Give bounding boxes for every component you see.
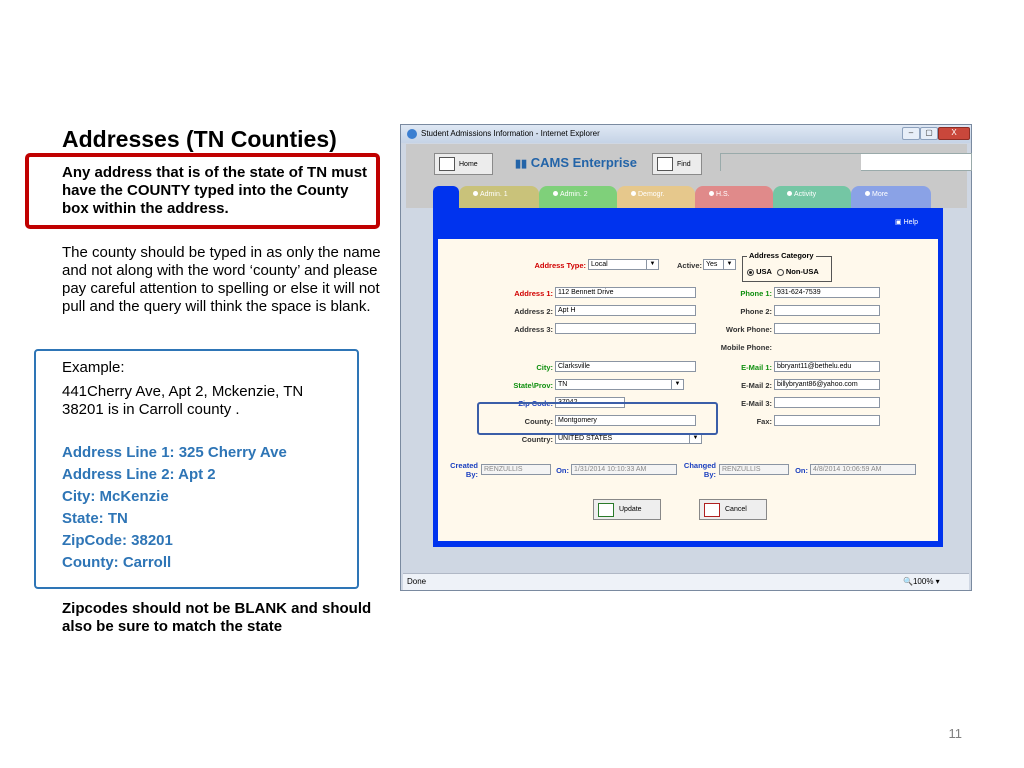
fax-label: Fax: bbox=[756, 417, 772, 426]
non-usa-radio[interactable] bbox=[777, 269, 784, 276]
tn-county-requirement-note: Any address that is of the state of TN must have the COUNTY typed into the County box within the address. bbox=[62, 164, 368, 217]
find-icon bbox=[657, 157, 673, 171]
active-select[interactable] bbox=[703, 259, 736, 270]
window-titlebar bbox=[401, 125, 971, 143]
county-label: County: bbox=[524, 417, 553, 426]
maximize-button[interactable]: ▢ bbox=[920, 127, 938, 140]
update-button-label: Update bbox=[619, 506, 642, 513]
example-address-line-1: Address Line 1: 325 Cherry Ave bbox=[62, 444, 287, 461]
example-line-1: 441Cherry Ave, Apt 2, Mckenzie, TN bbox=[62, 383, 304, 400]
zip-code-label: Zip Code: bbox=[518, 399, 553, 408]
slide-title: Addresses (TN Counties) bbox=[62, 126, 337, 152]
update-button[interactable] bbox=[593, 499, 661, 520]
state-select[interactable] bbox=[555, 379, 684, 390]
address-type-label: Address Type: bbox=[534, 261, 586, 270]
tab-activity[interactable] bbox=[773, 186, 851, 208]
example-line-2: 38201 is in Carroll county . bbox=[62, 401, 240, 418]
mobile-phone-label: Mobile Phone: bbox=[720, 343, 772, 352]
update-icon bbox=[598, 503, 614, 517]
email-1-input[interactable]: bbryant11@bethelu.edu bbox=[774, 361, 880, 372]
changed-by-label: By: bbox=[703, 470, 716, 479]
address-3-label: Address 3: bbox=[514, 325, 553, 334]
tab-label: Demogr. bbox=[638, 191, 665, 198]
page-number: 11 bbox=[948, 726, 962, 741]
fax-input[interactable] bbox=[774, 415, 880, 426]
chevron-down-icon: ▼ bbox=[671, 380, 683, 389]
phone-2-input[interactable] bbox=[774, 305, 880, 316]
state-value: TN bbox=[558, 381, 568, 388]
country-label: Country: bbox=[521, 435, 553, 444]
county-typing-instructions: The county should be typed in as only the name and not along with the word ‘county’ and please pay careful attention to spelling or else it will not pull and the query will think the space is blank. bbox=[62, 244, 381, 315]
tab-hs[interactable] bbox=[695, 186, 773, 208]
created-label: Created bbox=[450, 461, 478, 470]
category-radios bbox=[747, 267, 819, 276]
tab-more[interactable] bbox=[851, 186, 931, 208]
state-label: State\Prov: bbox=[513, 381, 553, 390]
browser-window bbox=[400, 124, 972, 591]
address-type-value: Local bbox=[591, 261, 608, 268]
tab-dot-icon bbox=[865, 191, 870, 196]
address-form bbox=[438, 239, 938, 541]
tab-dot-icon bbox=[473, 191, 478, 196]
changed-on-input: 4/8/2014 10:06:59 AM bbox=[810, 464, 916, 475]
status-text: Done bbox=[407, 577, 427, 586]
chevron-down-icon: ▼ bbox=[723, 260, 735, 269]
address-type-select[interactable] bbox=[588, 259, 659, 270]
cams-logo-icon: ▮▮ bbox=[515, 158, 528, 170]
phone-1-input[interactable]: 931-624-7539 bbox=[774, 287, 880, 298]
example-heading: Example: bbox=[62, 359, 125, 376]
work-phone-input[interactable] bbox=[774, 323, 880, 334]
created-by-input: RENZULLIS bbox=[481, 464, 551, 475]
tab-label: Activity bbox=[794, 191, 817, 198]
phone-1-label: Phone 1: bbox=[740, 289, 772, 298]
created-on-label: On: bbox=[556, 466, 569, 475]
phone-2-label: Phone 2: bbox=[740, 307, 772, 316]
tab-label: Admin. 1 bbox=[480, 191, 508, 198]
tab-dot-icon bbox=[631, 191, 636, 196]
example-state: State: TN bbox=[62, 510, 128, 527]
tab-label: H.S. bbox=[716, 191, 730, 198]
help-link[interactable]: ▣ Help bbox=[895, 219, 918, 226]
example-city: City: McKenzie bbox=[62, 488, 169, 505]
zipcode-note: Zipcodes should not be BLANK and should also be sure to match the state bbox=[62, 600, 372, 635]
status-bar bbox=[403, 573, 969, 590]
tab-admin-2[interactable] bbox=[539, 186, 617, 208]
cams-logo-text: CAMS Enterprise bbox=[530, 155, 637, 170]
usa-radio[interactable] bbox=[747, 269, 754, 276]
example-zipcode: ZipCode: 38201 bbox=[62, 532, 173, 549]
usa-radio-label: USA bbox=[756, 267, 772, 276]
address-2-label: Address 2: bbox=[514, 307, 553, 316]
tab-demogr[interactable] bbox=[617, 186, 695, 208]
city-label: City: bbox=[536, 363, 553, 372]
minimize-button[interactable]: – bbox=[902, 127, 920, 140]
county-highlight-box bbox=[477, 402, 718, 435]
email-2-label: E-Mail 2: bbox=[741, 381, 772, 390]
address-category-legend: Address Category bbox=[749, 251, 814, 260]
tab-label: More bbox=[872, 191, 888, 198]
email-3-input[interactable] bbox=[774, 397, 880, 408]
created-by-label: By: bbox=[465, 470, 478, 479]
ie-icon bbox=[407, 129, 417, 139]
zoom-control[interactable]: 🔍100% ▾ bbox=[903, 577, 940, 586]
close-button[interactable]: X bbox=[938, 127, 970, 140]
home-button[interactable] bbox=[434, 153, 493, 175]
email-3-label: E-Mail 3: bbox=[741, 399, 772, 408]
find-button-label: Find bbox=[677, 160, 691, 168]
changed-on-label: On: bbox=[795, 466, 808, 475]
chevron-down-icon: ▼ bbox=[646, 260, 658, 269]
example-address-line-2: Address Line 2: Apt 2 bbox=[62, 466, 216, 483]
address-2-input[interactable]: Apt H bbox=[555, 305, 696, 316]
window-title: Student Admissions Information - Internet Explorer bbox=[421, 129, 600, 138]
app-toolbar bbox=[406, 144, 967, 178]
cancel-button-label: Cancel bbox=[725, 506, 747, 513]
work-phone-label: Work Phone: bbox=[725, 325, 772, 334]
address-1-label: Address 1: bbox=[514, 289, 553, 298]
active-value: Yes bbox=[706, 261, 718, 268]
changed-by-input: RENZULLIS bbox=[719, 464, 789, 475]
cancel-icon bbox=[704, 503, 720, 517]
changed-label: Changed bbox=[683, 461, 716, 470]
address-1-input[interactable]: 112 Bennett Drive bbox=[555, 287, 696, 298]
tab-dot-icon bbox=[553, 191, 558, 196]
chevron-down-icon: ▼ bbox=[689, 434, 701, 443]
home-icon bbox=[439, 157, 455, 171]
email-1-label: E-Mail 1: bbox=[741, 363, 772, 372]
email-2-input[interactable]: billybryant86@yahoo.com bbox=[774, 379, 880, 390]
cams-logo bbox=[515, 155, 637, 170]
tab-label: Admin. 2 bbox=[560, 191, 588, 198]
tab-active-marker bbox=[433, 186, 459, 208]
example-county: County: Carroll bbox=[62, 554, 172, 571]
tab-dot-icon bbox=[709, 191, 714, 196]
city-input[interactable]: Clarksville bbox=[555, 361, 696, 372]
zoom-level: 100% bbox=[912, 577, 934, 586]
zip-code-input[interactable]: 37042 bbox=[555, 397, 625, 408]
find-button[interactable] bbox=[652, 153, 702, 175]
tab-strip bbox=[406, 178, 967, 208]
county-input[interactable]: Montgomery bbox=[555, 415, 696, 426]
address-3-input[interactable] bbox=[555, 323, 696, 334]
created-on-input: 1/31/2014 10:10:33 AM bbox=[571, 464, 677, 475]
help-label: Help bbox=[903, 219, 918, 226]
tab-admin-1[interactable] bbox=[459, 186, 539, 208]
active-label: Active: bbox=[676, 261, 702, 270]
cancel-button[interactable] bbox=[699, 499, 767, 520]
non-usa-radio-label: Non-USA bbox=[785, 267, 819, 276]
country-value: UNITED STATES bbox=[558, 435, 613, 442]
tab-dot-icon bbox=[787, 191, 792, 196]
home-button-label: Home bbox=[459, 160, 478, 168]
